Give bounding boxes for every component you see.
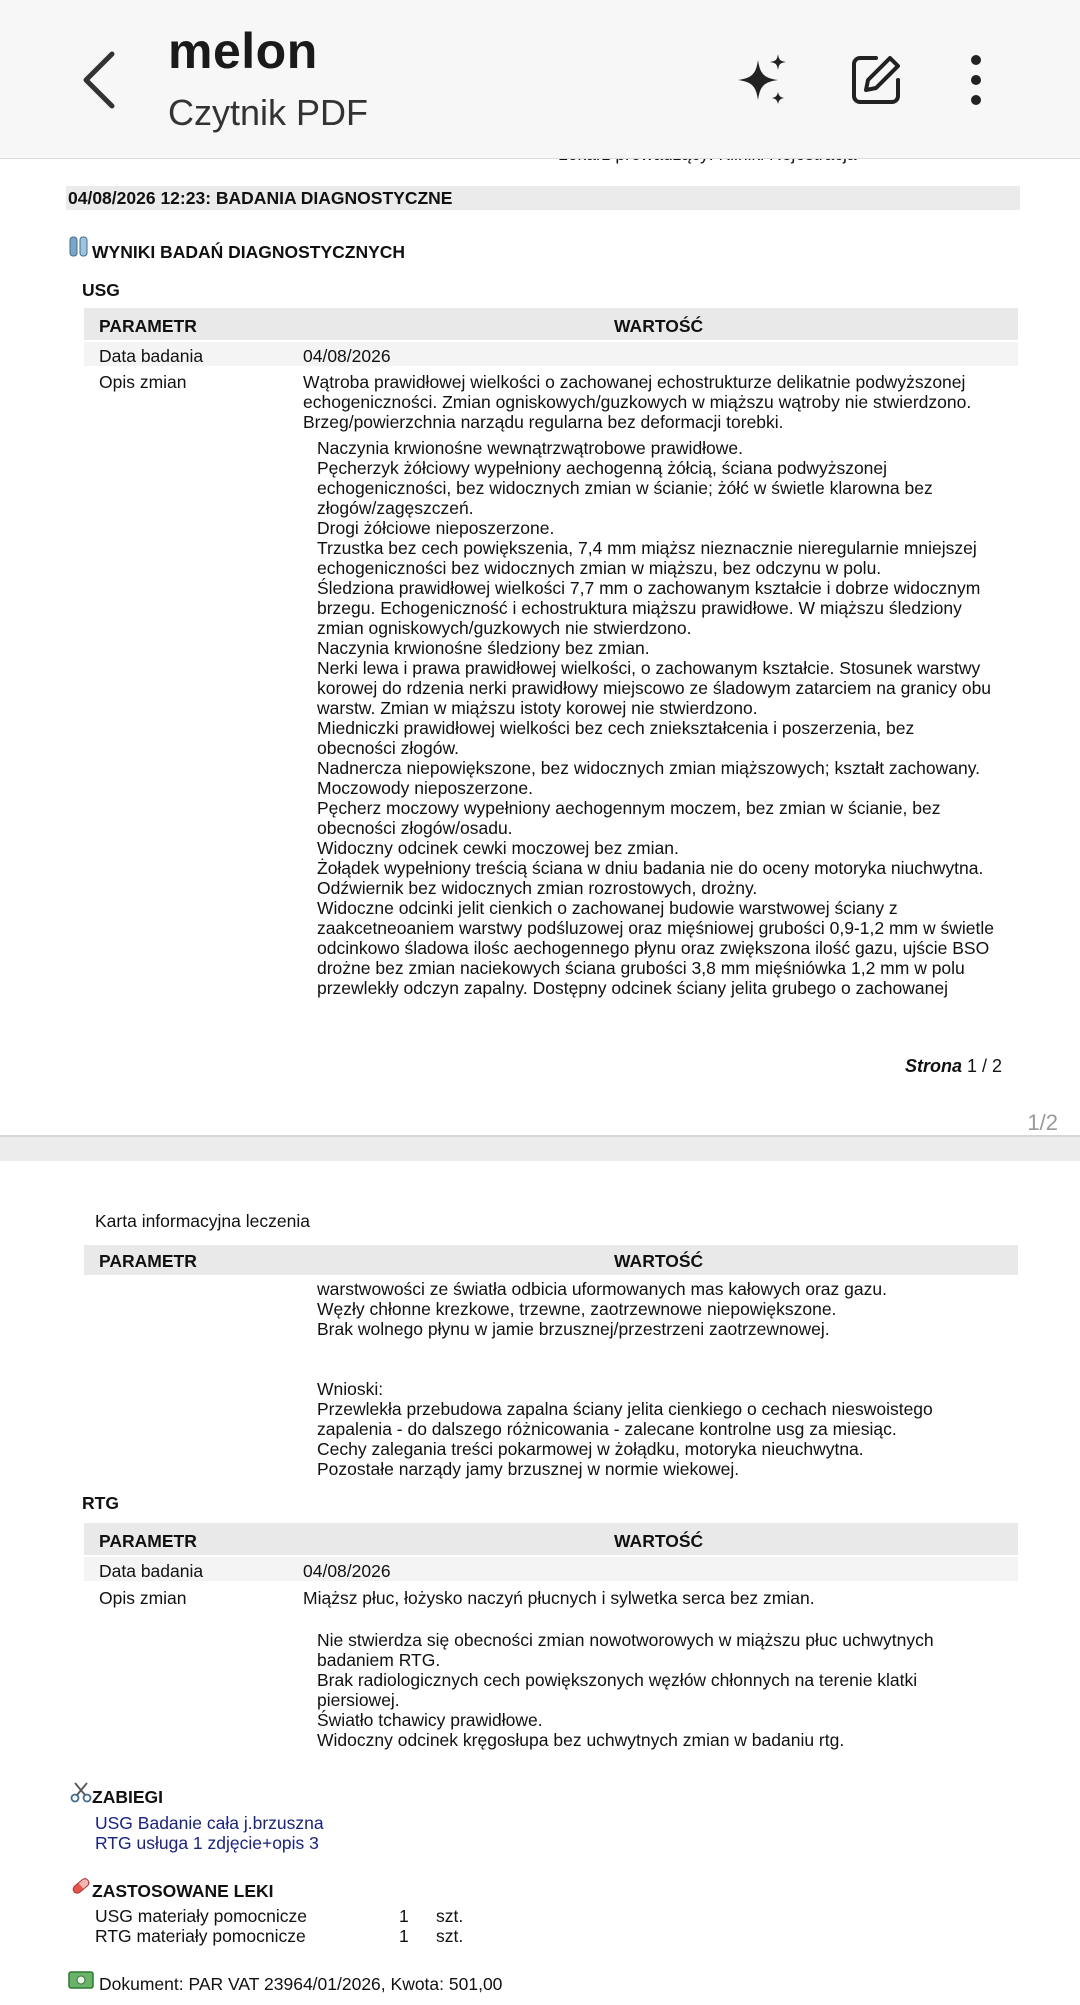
edit-icon[interactable] <box>848 52 904 108</box>
rtg-desc-label: Opis zmian <box>99 1588 187 1608</box>
med-name: RTG materiały pomocnicze <box>95 1926 306 1946</box>
conclusion-line: zapalenia - do dalszego różnicowania - zalecane kontrolne usg za miesiąc. <box>317 1419 897 1439</box>
document-title: Karta informacyjna leczenia <box>95 1211 310 1231</box>
procedure-item: USG Badanie cała j.brzuszna <box>95 1813 324 1833</box>
col-wartosc: WARTOŚĆ <box>614 316 704 336</box>
rtg-label: RTG <box>82 1493 119 1513</box>
sparkle-icon[interactable] <box>734 52 790 108</box>
description-line: złogów/zagęszczeń. <box>317 498 474 518</box>
procedure-item: RTG usługa 1 zdjęcie+opis 3 <box>95 1833 319 1853</box>
description-line: Brak wolnego płynu w jamie brzusznej/przestrzeni zaotrzewnowej. <box>317 1319 830 1339</box>
description-line: Trzustka bez cech powiększenia, 7,4 mm miąższ nieznacznie nieregularnie mniejszej <box>317 538 977 558</box>
rtg-col-parametr: PARAMETR <box>99 1531 197 1551</box>
description-line: Pęcherzyk żółciowy wypełniony aechogenną żółcią, ściana podwyższonej <box>317 458 888 478</box>
footer-page-number: 1 / 2 <box>967 1056 1003 1076</box>
col-parametr: PARAMETR <box>99 316 197 336</box>
row-desc-label: Opis zmian <box>99 372 187 392</box>
page-indicator: 1/2 <box>1027 1110 1058 1135</box>
description-line: Naczynia krwionośne śledziony bez zmian. <box>317 638 650 658</box>
description-line: obecności złogów. <box>317 738 460 758</box>
description-line: echogeniczności bez widocznych zmian w miąższu, bez odczynu w polu. <box>317 558 882 578</box>
rtg-desc-first: Miąższ płuc, łożysko naczyń płucnych i sylwetka serca bez zmian. <box>303 1588 815 1608</box>
description-line: Widoczne odcinki jelit cienkich o zachowanej budowie warstwowej ściany z <box>317 898 898 918</box>
conclusion-line: Wnioski: <box>317 1379 384 1399</box>
description-line: Drogi żółciowe nieposzerzone. <box>317 518 555 538</box>
description-line: brzegu. Echogeniczność i echostruktura miąższu prawidłowe. W miąższu śledziony <box>317 598 962 618</box>
usg-label: USG <box>82 280 120 300</box>
col-wartosc-2: WARTOŚĆ <box>614 1251 704 1271</box>
rtg-description-line: Nie stwierdza się obecności zmian nowotworowych w miąższu płuc uchwytnych <box>317 1630 934 1650</box>
description-line: warstw. Zmian w miąższu istoty korowej nie stwierdzono. <box>317 698 758 718</box>
rtg-date-label: Data badania <box>99 1561 204 1581</box>
row-date-value: 04/08/2026 <box>303 346 391 366</box>
description-line: Miedniczki prawidłowej wielkości bez cech zniekształcenia i poszerzenia, bez <box>317 718 915 738</box>
document-line: Dokument: PAR VAT 23964/01/2026, Kwota: 501,00 <box>99 1974 503 1994</box>
description-line: Śledziona prawidłowej wielkości 7,7 mm o zachowanym kształcie i dobrze widocznym <box>317 578 981 598</box>
med-qty: 1 <box>399 1926 409 1946</box>
rtg-col-wartosc: WARTOŚĆ <box>614 1531 704 1551</box>
usg-table-header <box>84 308 1018 340</box>
rtg-description-line: Brak radiologicznych cech powiększonych węzłów chłonnych na terenie klatki <box>317 1670 918 1690</box>
col-parametr-2: PARAMETR <box>99 1251 197 1271</box>
rtg-description-line: Widoczny odcinek kręgosłupa bez uchwytnych zmian w badaniu rtg. <box>317 1730 845 1750</box>
table-row-date <box>84 342 1018 366</box>
rtg-description-line: badaniem RTG. <box>317 1650 441 1670</box>
conclusion-line: Cechy zalegania treści pokarmowej w żołądku, motoryka nieuchwytna. <box>317 1439 864 1459</box>
description-line: przewlekły odczyn zapalny. Dostępny odcinek ściany jelita grubego o zachowanej <box>317 978 948 998</box>
pdf-page-2[interactable] <box>0 1161 1080 2005</box>
procedures-heading: ZABIEGI <box>92 1787 163 1807</box>
rtg-date-value: 04/08/2026 <box>303 1561 391 1581</box>
med-qty: 1 <box>399 1906 409 1926</box>
description-line: Widoczny odcinek cewki moczowej bez zmian. <box>317 838 679 858</box>
rtg-table-header <box>84 1523 1018 1555</box>
rtg-row-date <box>84 1557 1018 1581</box>
description-line: Naczynia krwionośne wewnątrzwątrobowe prawidłowe. <box>317 438 744 458</box>
description-line: korowej do rdzenia nerki prawidłowy miejscowo ze śladowym zatarciem na granicy obu <box>317 678 992 698</box>
app-subtitle: Czytnik PDF <box>168 92 369 133</box>
meds-heading: ZASTOSOWANE LEKI <box>92 1881 274 1901</box>
conclusion-line: Przewlekła przebudowa zapalna ściany jelita cienkiego o cechach nieswoistego <box>317 1399 933 1419</box>
description-line: Żołądek wypełniony treścią ściana w dniu badania nie do oceny motoryka niuchwytna. <box>317 858 984 878</box>
page-separator <box>0 1135 1080 1163</box>
description-line: Moczowody nieposzerzone. <box>317 778 533 798</box>
section-date-title: 04/08/2026 12:23: BADANIA DIAGNOSTYCZNE <box>68 188 453 208</box>
description-line: Nadnercza niepowiększone, bez widocznych zmian miąższowych; kształt zachowany. <box>317 758 981 778</box>
rtg-description-line: piersiowej. <box>317 1690 400 1710</box>
more-vertical-icon[interactable] <box>948 52 1004 108</box>
pdf-page-1[interactable] <box>0 158 1080 1135</box>
description-line: drożne bez zmian naciekowych ściana grubości 3,8 mm mięśniówka 1,2 mm w polu <box>317 958 965 978</box>
description-line: warstwowości ze światła odbicia uformowanych mas kałowych oraz gazu. <box>317 1279 887 1299</box>
back-icon[interactable] <box>78 50 122 110</box>
pill-icon <box>70 1875 92 1897</box>
description-line: Brzeg/powierzchnia narządu regularna bez deformacji torebki. <box>303 412 784 432</box>
description-line: obecności złogów/osadu. <box>317 818 513 838</box>
med-unit: szt. <box>436 1906 464 1926</box>
description-line: Węzły chłonne krezkowe, trzewne, zaotrzewnowe niepowiększone. <box>317 1299 837 1319</box>
rtg-description-line: Światło tchawicy prawidłowe. <box>317 1710 543 1730</box>
app-title: melon <box>168 23 318 79</box>
row-date-label: Data badania <box>99 346 204 366</box>
description-line: echogeniczności. Zmian ogniskowych/guzkowych w miąższu wątroby nie stwierdzono. <box>303 392 972 412</box>
app-bar <box>0 0 1080 159</box>
scissors-icon <box>70 1781 92 1803</box>
description-line: zaakcetneoaniem warstwy podśluzowej oraz mięśniowej grubości 0,9-1,2 mm w świetle <box>317 918 994 938</box>
description-line: echogeniczności, bez widocznych zmian w ścianie; żółć w świetle klarowna bez <box>317 478 933 498</box>
med-unit: szt. <box>436 1926 464 1946</box>
table-header-continued <box>84 1245 1018 1275</box>
description-line: Pęcherz moczowy wypełniony aechogennym moczem, bez zmian w ścianie, bez <box>317 798 941 818</box>
description-line: odcinkowo śladowa ilośc aechogennego płynu oraz zwiększona ilość gazu, ujście BSO <box>317 938 990 958</box>
description-line: zmian ogniskowych/guzkowych nie stwierdzono. <box>317 618 692 638</box>
description-line: Odźwiernik bez widocznych zmian rozrostowych, drożny. <box>317 878 758 898</box>
description-line: Nerki lewa i prawa prawidłowej wielkości, o zachowanym kształcie. Stosunek warstwy <box>317 658 981 678</box>
conclusion-line: Pozostałe narządy jamy brzusznej w normie wiekowej. <box>317 1459 740 1479</box>
footer-label: Strona <box>905 1056 963 1076</box>
test-tubes-icon <box>68 236 90 258</box>
med-name: USG materiały pomocnicze <box>95 1906 308 1926</box>
page-footer <box>905 1056 1002 1076</box>
description-line: Wątroba prawidłowej wielkości o zachowanej echostrukturze delikatnie podwyższonej <box>303 372 966 392</box>
banknote-icon <box>68 1971 94 1989</box>
results-heading: WYNIKI BADAŃ DIAGNOSTYCZNYCH <box>92 242 406 262</box>
